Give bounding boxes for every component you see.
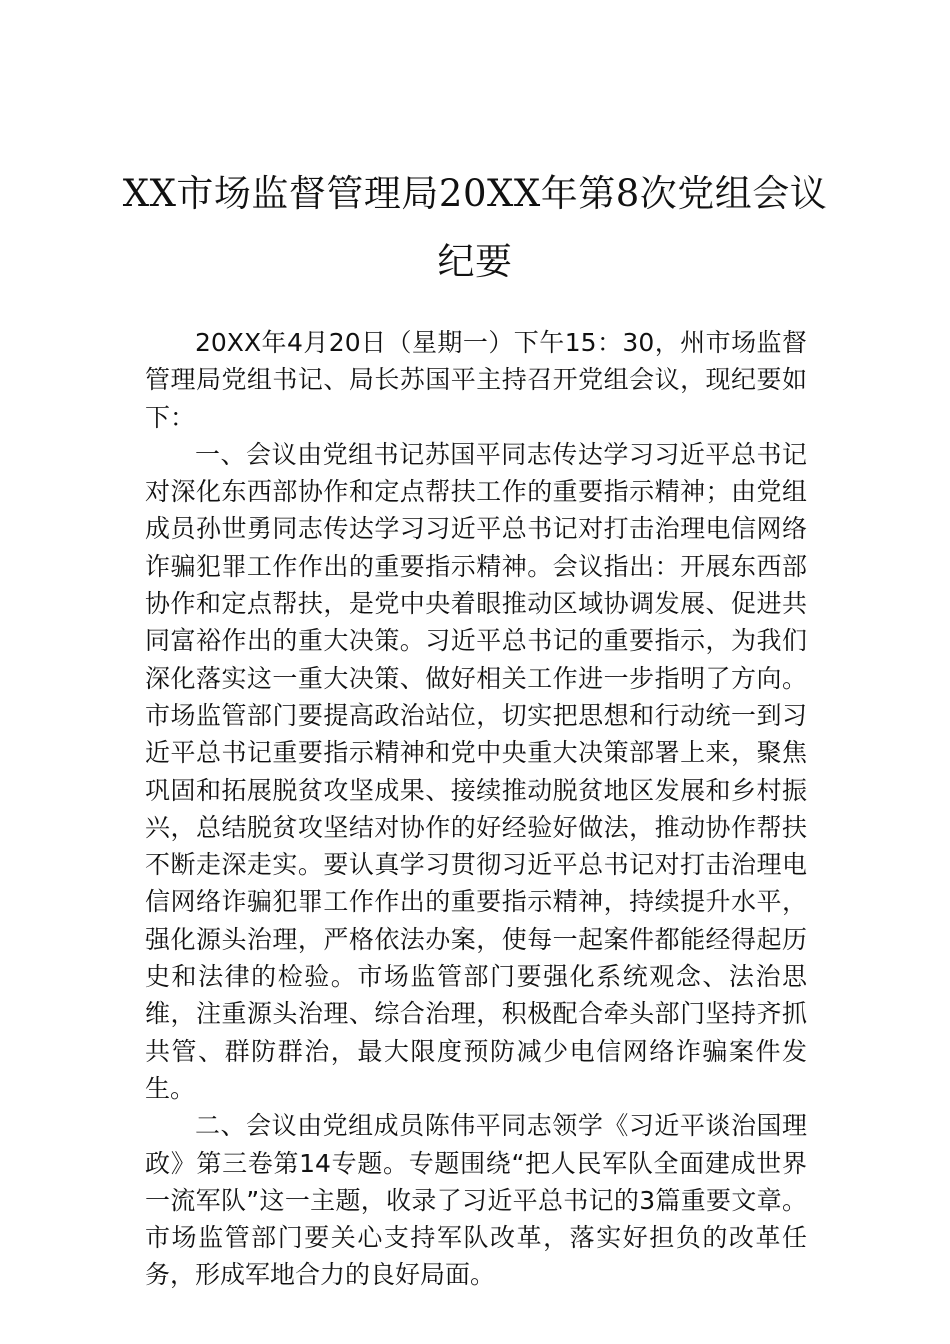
document-body — [145, 324, 807, 1294]
paragraph-item-2: 二、会议由党组成员陈伟平同志领学《习近平谈治国理政》第三卷第14专题。专题围绕“把人民军队全面建成世界一流军队”这一主题，收录了习近平总书记的3篇重要文章。市场监管部门要关心支持军队改革，落实好担负的改革任务，形成军地合力的良好局面。 — [145, 1111, 807, 1290]
paragraph-item-1: 一、会议由党组书记苏国平同志传达学习习近平总书记对深化东西部协作和定点帮扶工作的重要指示精神；由党组成员孙世勇同志传达学习习近平总书记对打击治理电信网络诈骗犯罪工作作出的重要指示精神。会议指出：开展东西部协作和定点帮扶，是党中央着眼推动区域协调发展、促进共同富裕作出的重大决策。习近平总书记的重要指示，为我们深化落实这一重大决策、做好相关工作进一步指明了方向。市场监管部门要提高政治站位，切实把思想和行动统一到习近平总书记重要指示精神和党中央重大决策部署上来，聚焦巩固和拓展脱贫攻坚成果、接续推动脱贫地区发展和乡村振兴，总结脱贫攻坚结对协作的好经验好做法，推动协作帮扶不断走深走实。要认真学习贯彻习近平总书记对打击治理电信网络诈骗犯罪工作作出的重要指示精神，持续提升水平，强化源头治理，严格依法办案，使每一起案件都能经得起历史和法律的检验。市场监管部门要强化系统观念、法治思维，注重源头治理、综合治理，积极配合牵头部门坚持齐抓共管、群防群治，最大限度预防减少电信网络诈骗案件发生。 — [145, 439, 807, 1103]
paragraph-intro: 20XX年4月20日（星期一）下午15：30，州市场监督管理局党组书记、局长苏国平主持召开党组会议，现纪要如下： — [145, 328, 807, 432]
document-title: XX市场监督管理局20XX年第8次党组会议纪要 — [122, 172, 828, 283]
